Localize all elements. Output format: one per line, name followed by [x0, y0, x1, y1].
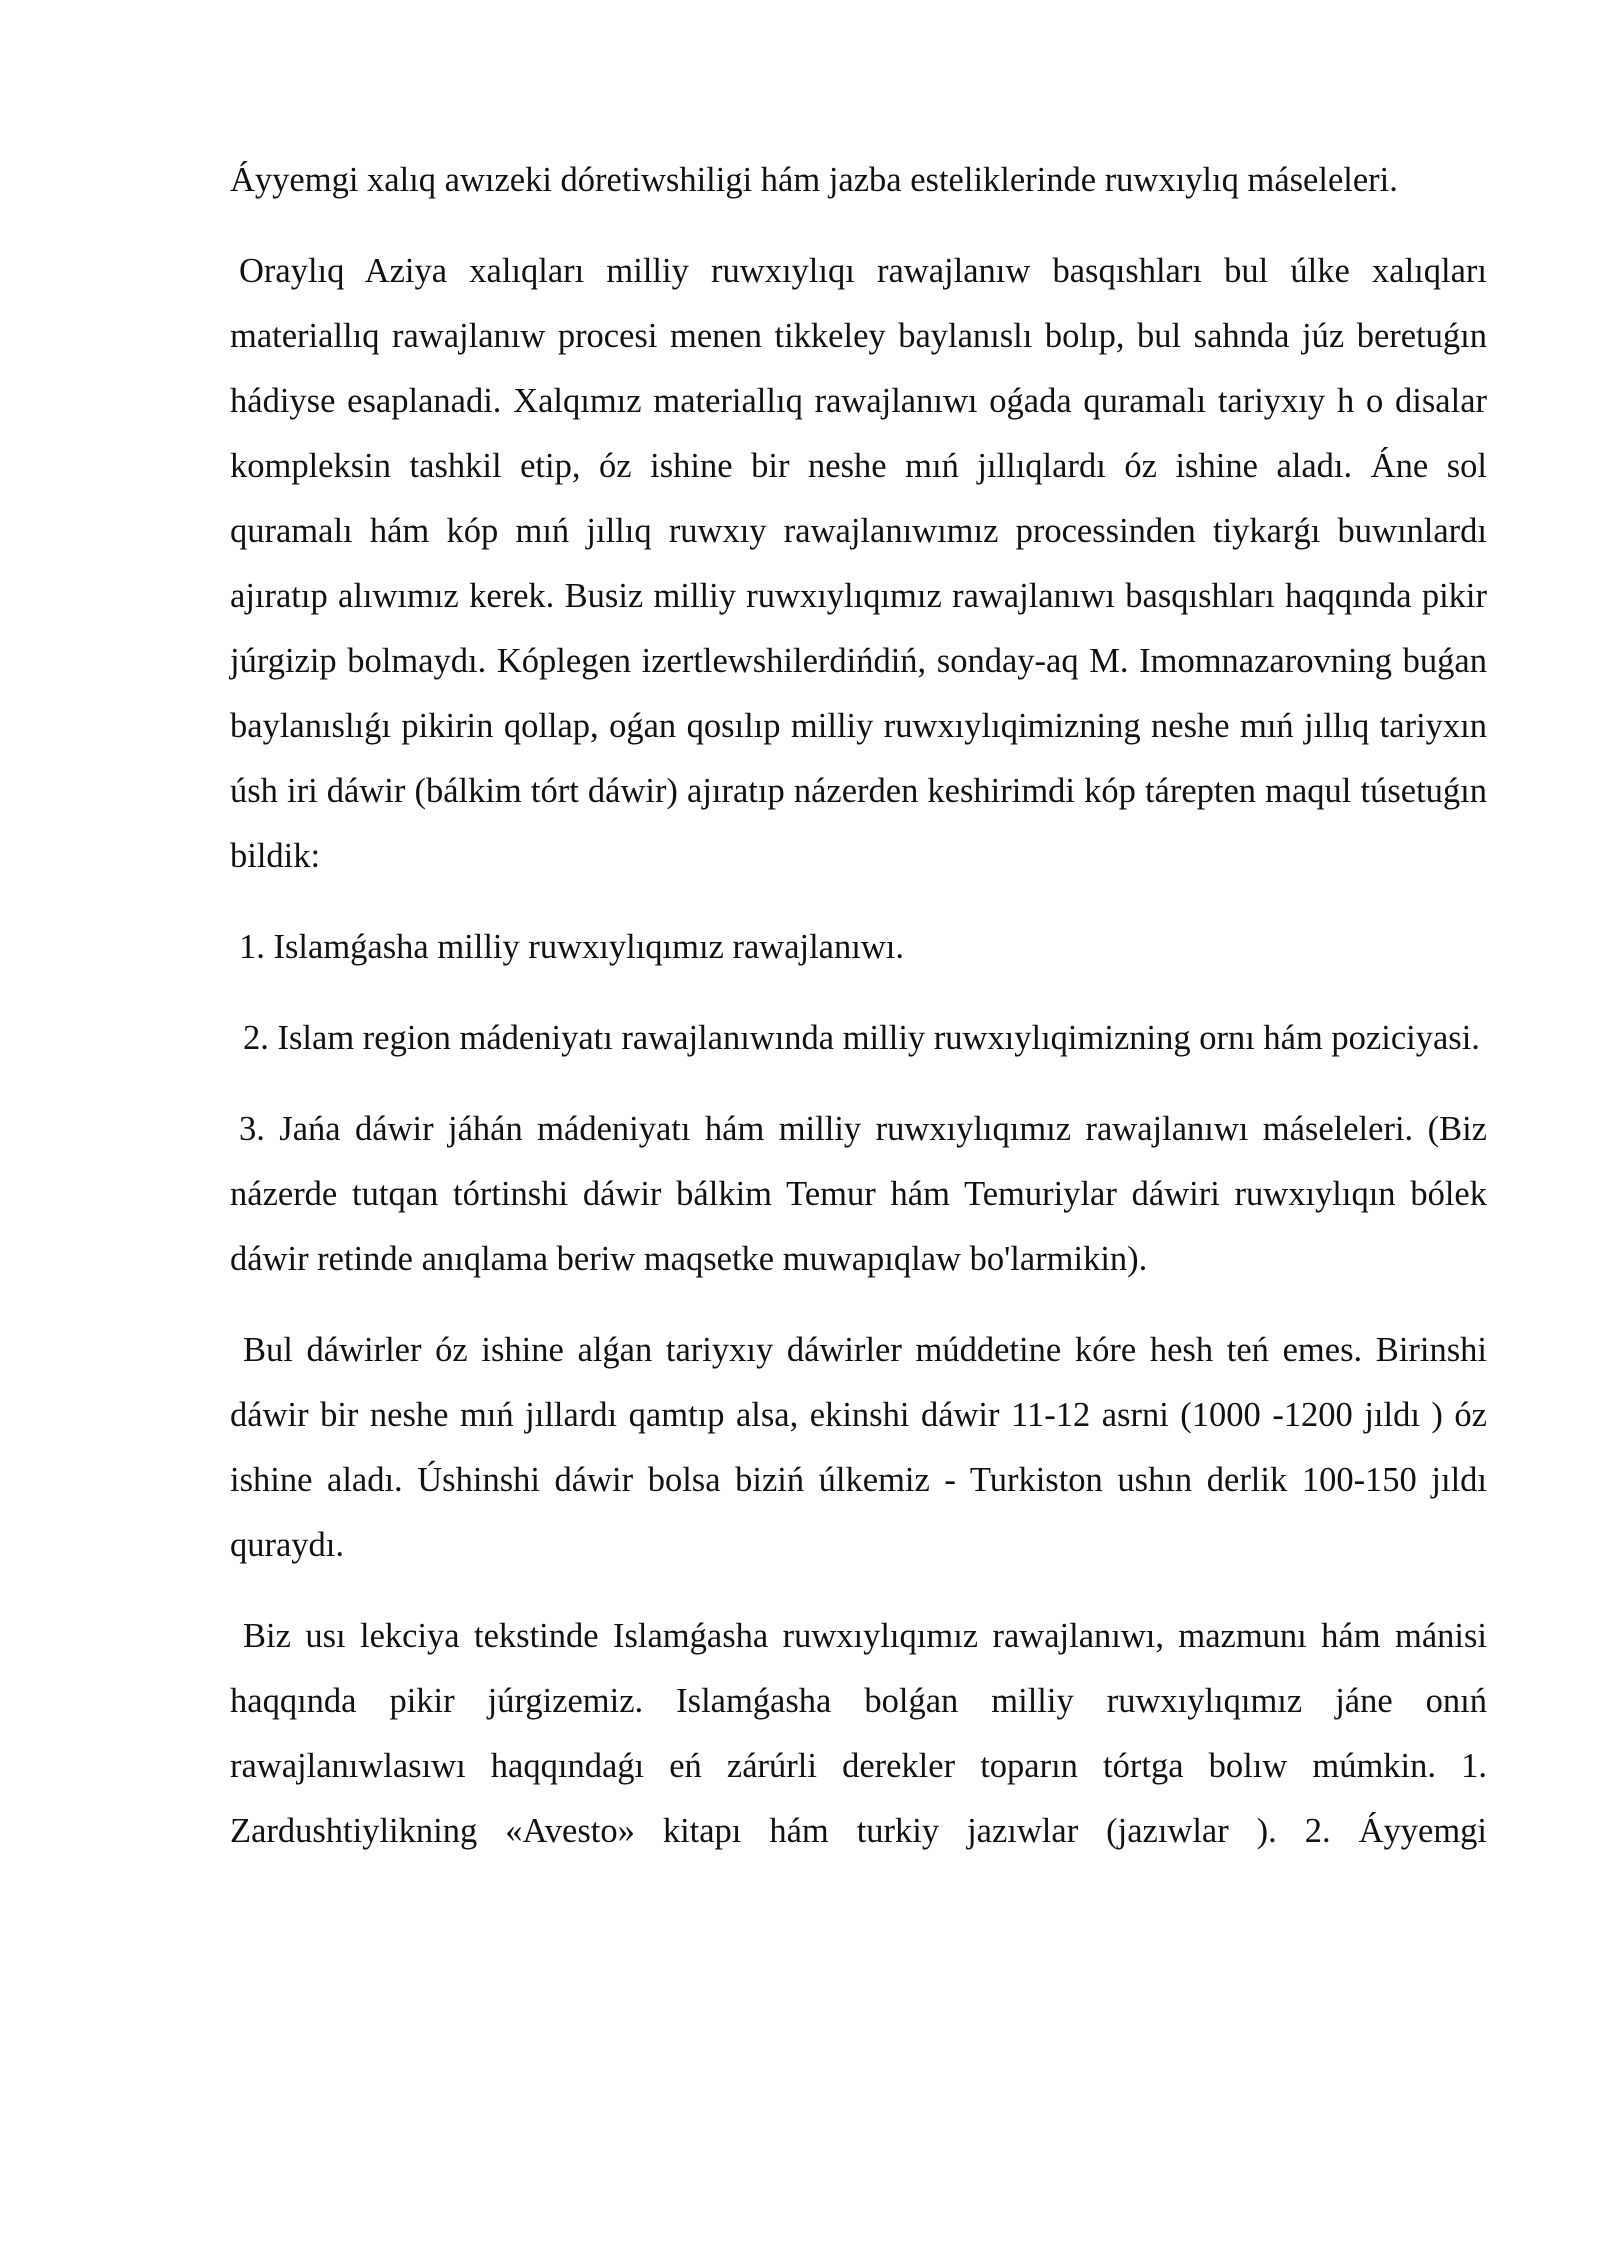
heading-paragraph: Áyyemgi xalıq awızeki dóretiwshiligi hám jazba esteliklerinde ruwxıylıq máseleleri. — [230, 161, 1398, 199]
body-paragraph-3: Biz usı lekciya tekstinde Islamǵasha ruwxıylıqımız rawajlanıwı, mazmunı hám mánisi haqqında pikir júrgizemiz. Islamǵasha bolǵan milliy ruwxıylıqımız jáne onıń rawajlanıwlasıwı haqqındaǵı eń zárúrli derekler toparın tórtga bolıw múmkin. 1. Zardushtiylikning «Avesto» kitapı hám turkiy jazıwlar (jazıwlar ). 2. Áyyemgi — [230, 1617, 1487, 1850]
body-paragraph-2: Bul dáwirler óz ishine alǵan tariyxıy dáwirler múddetine kóre hesh teń emes. Birinshi dáwir bir neshe mıń jıllardı qamtıp alsa, ekinshi dáwir 11-12 asrni (1000 -1200 jıldı ) óz ishine aladı. Úshinshi dáwir bolsa biziń úlkemiz - Turkiston ushın derlik 100-150 jıldı quraydı. — [230, 1331, 1487, 1564]
body-paragraph-1: Oraylıq Aziya xalıqları milliy ruwxıylıqı rawajlanıw basqıshları bul úlke xalıqları materiallıq rawajlanıw procesi menen tikkeley baylanıslı bolıp, bul sahnda júz beretuǵın hádiyse esaplanadi. Xalqımız materiallıq rawajlanıwı oǵada quramalı tariyxıy h o disalar kompleksin tashkil etip, óz ishine bir neshe mıń jıllıqlardı óz ishine aladı. Áne sol quramalı hám kóp mıń jıllıq ruwxıy rawajlanıwımız processinden tiykarǵı buwınlardı ajıratıp alıwımız kerek. Busiz milliy ruwxıylıqımız rawajlanıwı basqıshları haqqında pikir júrgizip bolmaydı. Kóplegen izertlewshilerdińdiń, sonday-aq M. Imomnazarovning buǵan baylanıslıǵı pikirin qollap, oǵan qosılıp milliy ruwxıylıqimizning neshe mıń jıllıq tariyxın úsh iri dáwir (bálkim tórt dáwir) ajıratıp názerden keshirimdi kóp tárepten maqul túsetuǵın bildik: — [230, 252, 1487, 875]
list-item-2: 2. Islam region mádeniyatı rawajlanıwında milliy ruwxıylıqimizning ornı hám poziciyasi. — [243, 1019, 1480, 1057]
document-page — [230, 148, 1487, 1864]
list-item-3: 3. Jańa dáwir jáhán mádeniyatı hám milliy ruwxıylıqımız rawajlanıwı máseleleri. (Biz názerde tutqan tórtinshi dáwir bálkim Temur hám Temuriylar dáwiri ruwxıylıqın bólek dáwir retinde anıqlama beriw maqsetke muwapıqlaw bo'larmikin). — [230, 1110, 1487, 1278]
list-item-1: 1. Islamǵasha milliy ruwxıylıqımız rawajlanıwı. — [239, 928, 904, 966]
